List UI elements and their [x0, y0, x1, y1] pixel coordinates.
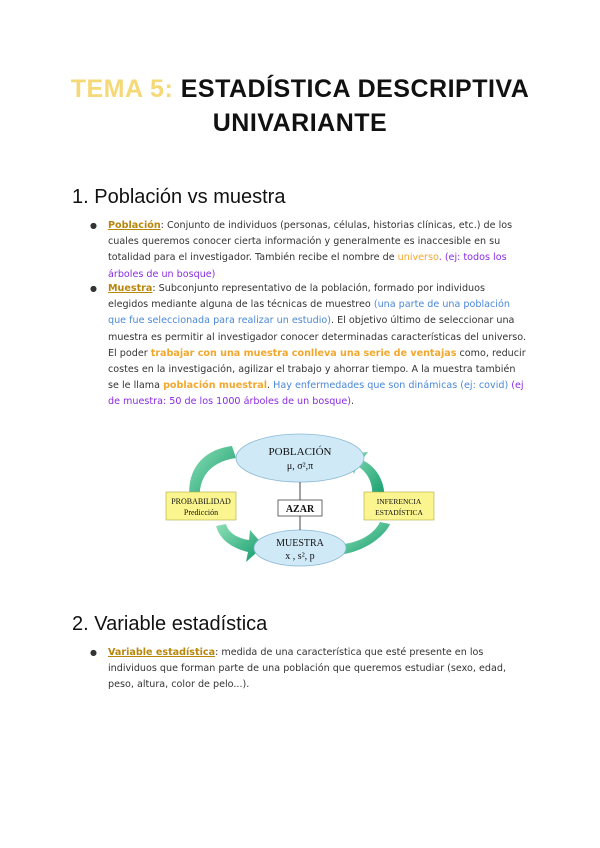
- azar-label: AZAR: [285, 504, 315, 515]
- muestra-highlight-ventajas: trabajar con una muestra conlleva una serie de ventajas: [150, 347, 457, 359]
- poblacion-definition: : Conjunto de individuos (personas, células, historias clínicas, etc.) de los cuales queremos conocer cierta información y generalmente es inaccesible en su totalidad para el investigador. También recibe el nombre de: [108, 220, 513, 264]
- poblacion-ellipse: [236, 434, 364, 482]
- title-main: ESTADÍSTICA DESCRIPTIVA: [180, 75, 530, 103]
- bullet-poblacion: [90, 218, 528, 283]
- title-prefix: TEMA 5:: [70, 75, 174, 103]
- muestra-text-3: como, reducir costes en la investigación, agilizar el trabajo y ahorrar tiempo. A la muestra también se le llama: [108, 347, 526, 392]
- title-line-2: UNIVARIANTE: [212, 109, 388, 137]
- term-muestra: Muestra: [108, 283, 153, 294]
- term-poblacion-muestral: población muestral: [163, 380, 268, 392]
- muestra-label: MUESTRA: [276, 538, 324, 549]
- page-title: [0, 72, 600, 140]
- poblacion-label: POBLACIÓN: [268, 446, 332, 458]
- muestra-text-4: .: [267, 380, 274, 392]
- muestra-text-2: . El objetivo último de seleccionar una muestra es permitir al investigador conocer determinadas características del universo. El poder: [108, 315, 527, 359]
- section-2-heading: 2. Variable estadística: [72, 613, 268, 635]
- muestra-note-2: Hay enfermedades que son dinámicas (ej: covid): [273, 380, 509, 392]
- muestra-text-1: : Subconjunto representativo de la población, formado por individuos elegidos mediante alguna de las técnicas de muestreo: [108, 283, 485, 311]
- muestra-example: (ej de muestra: 50 de los 1000 árboles de un bosque): [108, 380, 524, 408]
- estadistica-label: ESTADÍSTICA: [375, 508, 423, 517]
- probabilidad-label: PROBABILIDAD: [171, 497, 231, 506]
- inferencia-label: INFERENCIA: [376, 497, 422, 506]
- bullet-dot: ●: [90, 221, 97, 230]
- bullet-dot: ●: [90, 284, 97, 293]
- bullet-dot: ●: [90, 648, 97, 657]
- section-1-heading: 1. Población vs muestra: [72, 186, 286, 208]
- poblacion-muestra-diagram: [150, 428, 450, 573]
- muestra-note-1: (una parte de una población que fue seleccionada para realizar un estudio): [108, 299, 510, 327]
- muestra-params: x , s², p: [285, 551, 315, 562]
- prediccion-label: Predicción: [183, 508, 219, 517]
- muestra-text-6: .: [351, 396, 355, 408]
- variable-definition: : medida de una característica que esté presente en los individuos que forman parte de una población que queremos estudiar (sexo, edad, peso, altura, color de pelo...).: [108, 647, 507, 691]
- term-universo: universo: [397, 252, 439, 264]
- poblacion-example: . (ej: todos los árboles de un bosque): [108, 252, 507, 280]
- term-poblacion: Población: [108, 220, 161, 231]
- bullet-variable-estadistica: [90, 645, 528, 694]
- term-variable-estadistica: Variable estadística: [108, 647, 216, 658]
- bullet-muestra: [90, 281, 528, 411]
- title-line-1: [0, 72, 600, 106]
- poblacion-params: μ, σ²,π: [286, 461, 314, 472]
